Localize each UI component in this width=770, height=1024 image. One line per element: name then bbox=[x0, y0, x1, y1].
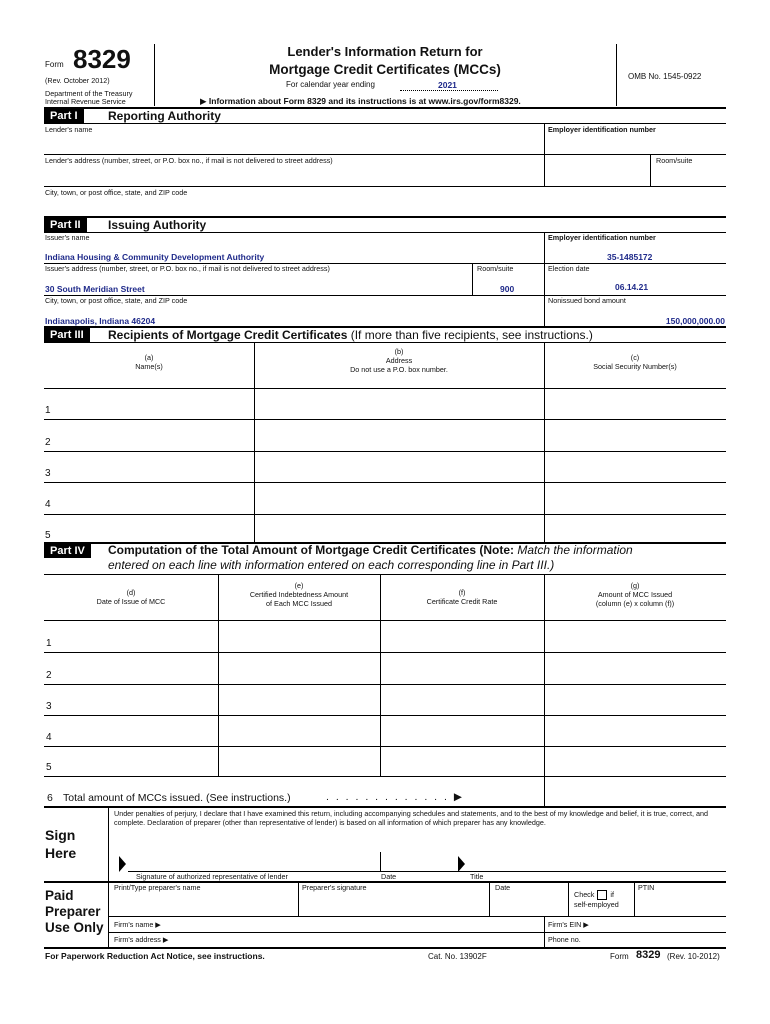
line-6-leader: . . . . . . . . . . . . . ▶ bbox=[326, 791, 464, 803]
preparer-date-field[interactable] bbox=[490, 882, 568, 916]
firm-address-label: Firm's address ▶ bbox=[114, 935, 169, 944]
sign-title-field[interactable] bbox=[468, 852, 726, 872]
col-g-header: Amount of MCC Issued bbox=[597, 590, 673, 599]
col-g-letter: (g) bbox=[630, 581, 640, 590]
calendar-year-value: 2021 bbox=[438, 80, 457, 90]
footer-form-number: 8329 bbox=[636, 949, 661, 961]
part-iii-note: (If more than five recipients, see instructions.) bbox=[347, 328, 593, 342]
issuer-city-label: City, town, or post office, state, and ZIP code bbox=[45, 296, 188, 305]
lender-name-field[interactable] bbox=[44, 124, 544, 154]
check-label: Check bbox=[574, 890, 595, 899]
part-iv-note-line1: Match the information bbox=[514, 543, 633, 557]
lender-room-label: Room/suite bbox=[656, 156, 693, 165]
col-b-header: Address bbox=[385, 356, 413, 365]
preparer-name-label: Print/Type preparer's name bbox=[114, 883, 201, 892]
phone-field[interactable] bbox=[545, 933, 726, 947]
lender-address-field[interactable] bbox=[44, 155, 650, 185]
election-date-label: Election date bbox=[548, 264, 590, 273]
table-row[interactable] bbox=[44, 515, 726, 542]
footer-revision: (Rev. 10-2012) bbox=[667, 952, 720, 961]
use-only-title: Use Only bbox=[45, 920, 104, 935]
issuer-city-value: Indianapolis, Indiana 46204 bbox=[45, 316, 156, 326]
col-d-header: Date of Issue of MCC bbox=[96, 597, 166, 606]
lender-ein-label: Employer identification number bbox=[548, 125, 656, 134]
col-e-letter: (e) bbox=[294, 581, 304, 590]
info-line: ▶ Information about Form 8329 and its instructions is at www.irs.gov/form8329. bbox=[200, 96, 521, 106]
signature-label: Signature of authorized representative of lender bbox=[136, 872, 288, 881]
line-6-number: 6 bbox=[47, 792, 53, 804]
lender-ein-field[interactable] bbox=[545, 124, 726, 154]
sign-title-label: Title bbox=[470, 872, 484, 881]
part-i-badge: Part I bbox=[44, 109, 84, 123]
preparer-signature-label: Preparer's signature bbox=[302, 883, 367, 892]
election-date-value: 06.14.21 bbox=[615, 282, 649, 292]
lender-room-field[interactable] bbox=[651, 155, 726, 185]
sign-date-label: Date bbox=[381, 872, 397, 881]
firm-name-field[interactable] bbox=[109, 917, 544, 932]
col-g-subheader: (column (e) x column (f)) bbox=[595, 599, 675, 608]
col-f-letter: (f) bbox=[458, 588, 466, 597]
firm-ein-field[interactable] bbox=[545, 917, 726, 932]
col-c-letter: (c) bbox=[630, 353, 640, 362]
preparer-name-field[interactable] bbox=[109, 882, 298, 916]
bond-amount-field[interactable] bbox=[545, 296, 726, 326]
form-title-line2: Mortgage Credit Certificates (MCCs) bbox=[269, 62, 501, 77]
lender-name-label: Lender's name bbox=[45, 125, 93, 134]
footer-form-label: Form bbox=[610, 952, 629, 961]
if-label: if bbox=[610, 890, 614, 899]
issuer-ein-value: 35-1485172 bbox=[607, 252, 653, 262]
lender-city-label: City, town, or post office, state, and ZIP code bbox=[45, 188, 188, 197]
self-employed-label: self-employed bbox=[574, 900, 619, 910]
paperwork-notice: For Paperwork Reduction Act Notice, see instructions. bbox=[45, 951, 265, 961]
issuer-city-field[interactable] bbox=[44, 296, 544, 326]
line-6-text: Total amount of MCCs issued. (See instructions.) bbox=[63, 792, 291, 804]
table-row[interactable] bbox=[44, 389, 726, 419]
part-i-title: Reporting Authority bbox=[108, 109, 221, 123]
part-iv-note-label: (Note: bbox=[476, 543, 514, 557]
calendar-year-field[interactable] bbox=[400, 81, 498, 91]
form-label: Form bbox=[45, 60, 64, 69]
issuer-name-field[interactable] bbox=[44, 233, 544, 263]
table-row[interactable] bbox=[44, 621, 726, 652]
firm-name-label: Firm's name ▶ bbox=[114, 920, 161, 929]
preparer-date-label: Date bbox=[495, 883, 511, 892]
omb-number: OMB No. 1545-0922 bbox=[628, 72, 702, 81]
election-date-field[interactable] bbox=[545, 264, 726, 295]
table-row[interactable] bbox=[44, 420, 726, 451]
table-row[interactable] bbox=[44, 685, 726, 715]
issuer-room-field[interactable] bbox=[473, 264, 544, 295]
calendar-year-label: For calendar year ending bbox=[286, 80, 375, 89]
firm-ein-label: Firm's EIN ▶ bbox=[548, 920, 589, 929]
issuer-name-value: Indiana Housing & Community Development Authority bbox=[45, 252, 265, 262]
col-b-letter: (b) bbox=[394, 347, 404, 356]
part-iii-badge: Part III bbox=[44, 328, 90, 342]
row-number: 3 bbox=[45, 468, 51, 479]
part-iv-title: Computation of the Total Amount of Mortgage Credit Certificates (Note: Match the information bbox=[108, 543, 633, 557]
revision-date: (Rev. October 2012) bbox=[45, 76, 110, 85]
sign-date-field[interactable] bbox=[381, 852, 456, 872]
ptin-label: PTIN bbox=[638, 883, 655, 892]
lender-city-field[interactable] bbox=[44, 187, 726, 215]
ptin-field[interactable] bbox=[635, 882, 726, 916]
agency-name: Internal Revenue Service bbox=[45, 97, 126, 106]
sign-title: Sign bbox=[45, 827, 76, 843]
issuer-address-value: 30 South Meridian Street bbox=[45, 284, 145, 294]
catalog-number: Cat. No. 13902F bbox=[428, 952, 487, 961]
table-row[interactable] bbox=[44, 483, 726, 514]
issuer-ein-field[interactable] bbox=[545, 233, 726, 263]
issuer-address-field[interactable] bbox=[44, 264, 472, 295]
row-number: 1 bbox=[46, 638, 52, 649]
bond-amount-value: 150,000,000.00 bbox=[665, 316, 725, 326]
col-e-subheader: of Each MCC Issued bbox=[266, 599, 332, 608]
issuer-address-label: Issuer's address (number, street, or P.O. box no., if mail is not delivered to street address) bbox=[45, 264, 330, 273]
lender-address-label: Lender's address (number, street, or P.O. box no., if mail is not delivered to street address) bbox=[45, 156, 333, 165]
lender-signature-field[interactable] bbox=[128, 852, 378, 872]
table-row[interactable] bbox=[44, 716, 726, 746]
row-number: 5 bbox=[46, 762, 52, 773]
col-e-header: Certified Indebtedness Amount bbox=[249, 590, 349, 599]
paid-title: Paid bbox=[45, 888, 74, 903]
title-arrow-icon bbox=[458, 856, 465, 872]
preparer-signature-field[interactable] bbox=[299, 882, 489, 916]
col-f-header: Certificate Credit Rate bbox=[426, 597, 498, 606]
row-number: 1 bbox=[45, 405, 51, 416]
col-b-subheader: Do not use a P.O. box number. bbox=[350, 365, 448, 374]
bond-amount-label: Nonissued bond amount bbox=[548, 296, 626, 305]
preparer-title: Preparer bbox=[45, 904, 101, 919]
table-row[interactable] bbox=[44, 452, 726, 482]
part-ii-badge: Part II bbox=[44, 218, 87, 232]
row-number: 3 bbox=[46, 701, 52, 712]
part-iv-note-line2: entered on each line with information entered on each corresponding line in Part III.) bbox=[108, 558, 555, 572]
form-number: 8329 bbox=[73, 44, 131, 74]
row-number: 2 bbox=[45, 437, 51, 448]
here-title: Here bbox=[45, 845, 77, 861]
row-number: 4 bbox=[46, 732, 52, 743]
issuer-room-label: Room/suite bbox=[477, 264, 514, 273]
perjury-statement: Under penalties of perjury, I declare that I have examined this return, including accompanying schedules and statements, and to the best of my knowledge and belief, it is true, correct, and complete. Declaration of preparer (other than representative of lender) is based on all information of which preparer has any knowledge. bbox=[114, 809, 708, 827]
col-c-header: Social Security Number(s) bbox=[593, 362, 677, 371]
table-row[interactable] bbox=[44, 653, 726, 684]
row-number: 5 bbox=[45, 530, 51, 541]
table-row[interactable] bbox=[44, 747, 726, 776]
self-employed-checkbox[interactable] bbox=[597, 890, 607, 900]
issuer-ein-label: Employer identification number bbox=[548, 233, 656, 242]
part-iv-badge: Part IV bbox=[44, 544, 91, 558]
row-number: 4 bbox=[45, 499, 51, 510]
signature-arrow-icon bbox=[119, 856, 126, 872]
part-ii-title: Issuing Authority bbox=[108, 218, 207, 232]
col-a-letter: (a) bbox=[144, 353, 154, 362]
self-employed-checkbox-group bbox=[574, 890, 634, 909]
row-number: 2 bbox=[46, 670, 52, 681]
issuer-room-value: 900 bbox=[500, 284, 515, 294]
issuer-name-label: Issuer's name bbox=[45, 233, 90, 242]
total-mcc-row[interactable] bbox=[44, 777, 726, 806]
firm-address-field[interactable] bbox=[109, 933, 544, 947]
part-iii-title: Recipients of Mortgage Credit Certificates (If more than five recipients, see instructions.) bbox=[108, 328, 593, 342]
department-name: Department of the Treasury bbox=[45, 89, 133, 98]
col-a-header: Name(s) bbox=[135, 362, 163, 371]
form-title-line1: Lender's Information Return for bbox=[287, 44, 483, 59]
col-d-letter: (d) bbox=[126, 588, 136, 597]
phone-label: Phone no. bbox=[548, 935, 581, 944]
